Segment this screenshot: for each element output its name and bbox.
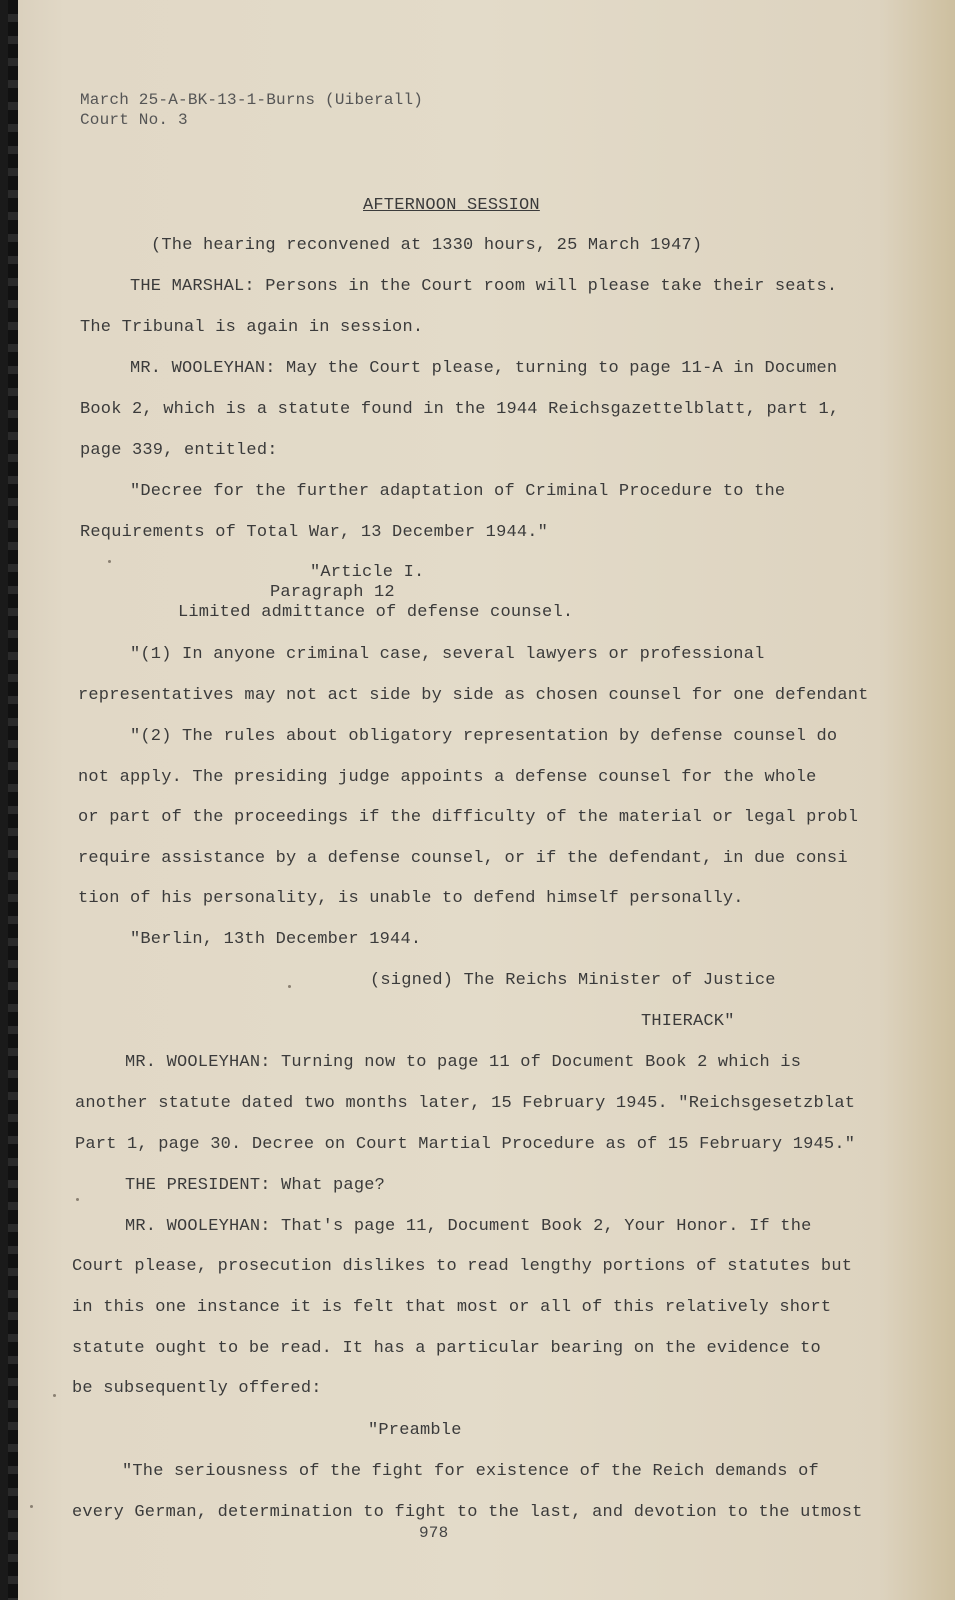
text-line: THE PRESIDENT: What page? [125,1176,386,1195]
text-line: be subsequently offered: [72,1379,322,1398]
paper-speck [53,1394,56,1397]
signature-line: (signed) The Reichs Minister of Justice [370,971,776,990]
signature-name: THIERACK" [641,1012,735,1031]
paper-speck [288,985,291,988]
text-line: THE MARSHAL: Persons in the Court room will please take their seats. [130,277,838,296]
paragraph-heading: Paragraph 12 [270,583,395,602]
paper-speck [30,1505,33,1508]
text-line: "(2) The rules about obligatory representation by defense counsel do [130,727,838,746]
text-line: representatives may not act side by side as chosen counsel for one defendant [78,686,869,705]
text-line: "Berlin, 13th December 1944. [130,930,422,949]
text-line: MR. WOOLEYHAN: May the Court please, turning to page 11-A in Documen [130,359,838,378]
text-line: Book 2, which is a statute found in the 1944 Reichsgazettelblatt, part 1, [80,400,840,419]
text-line: statute ought to be read. It has a particular bearing on the evidence to [72,1339,821,1358]
text-line: in this one instance it is felt that most or all of this relatively short [72,1298,832,1317]
document-page [8,0,955,1600]
page-number: 978 [419,1524,449,1542]
paper-speck [76,1198,79,1201]
text-line: require assistance by a defense counsel, or if the defendant, in due consi [78,849,848,868]
text-line: tion of his personality, is unable to defend himself personally. [78,889,744,908]
header-court: Court No. 3 [80,111,188,129]
text-line: "The seriousness of the fight for existence of the Reich demands of [122,1462,819,1481]
text-line: not apply. The presiding judge appoints a defense counsel for the whole [78,768,817,787]
text-line: MR. WOOLEYHAN: That's page 11, Document Book 2, Your Honor. If the [125,1217,812,1236]
binding-edge [8,0,18,1600]
session-title: AFTERNOON SESSION [363,196,540,215]
text-line: every German, determination to fight to the last, and devotion to the utmost [72,1503,863,1522]
text-line: Court please, prosecution dislikes to read lengthy portions of statutes but [72,1257,853,1276]
text-line: The Tribunal is again in session. [80,318,424,337]
text-line: another statute dated two months later, 15 February 1945. "Reichsgesetzblat [75,1094,856,1113]
text-line: or part of the proceedings if the difficulty of the material or legal probl [78,808,859,827]
text-line: Part 1, page 30. Decree on Court Martial Procedure as of 15 February 1945." [75,1135,856,1154]
text-line: (The hearing reconvened at 1330 hours, 25 March 1947) [151,236,703,255]
article-heading: "Article I. [310,563,425,582]
paragraph-subject: Limited admittance of defense counsel. [178,603,574,622]
text-line: "(1) In anyone criminal case, several lawyers or professional [130,645,765,664]
preamble-heading: "Preamble [368,1421,462,1440]
paper-speck [108,560,111,563]
header-reference: March 25-A-BK-13-1-Burns (Uiberall) [80,91,424,109]
text-line: page 339, entitled: [80,441,278,460]
text-line: Requirements of Total War, 13 December 1944." [80,523,549,542]
text-line: "Decree for the further adaptation of Criminal Procedure to the [130,482,786,501]
text-line: MR. WOOLEYHAN: Turning now to page 11 of Document Book 2 which is [125,1053,802,1072]
